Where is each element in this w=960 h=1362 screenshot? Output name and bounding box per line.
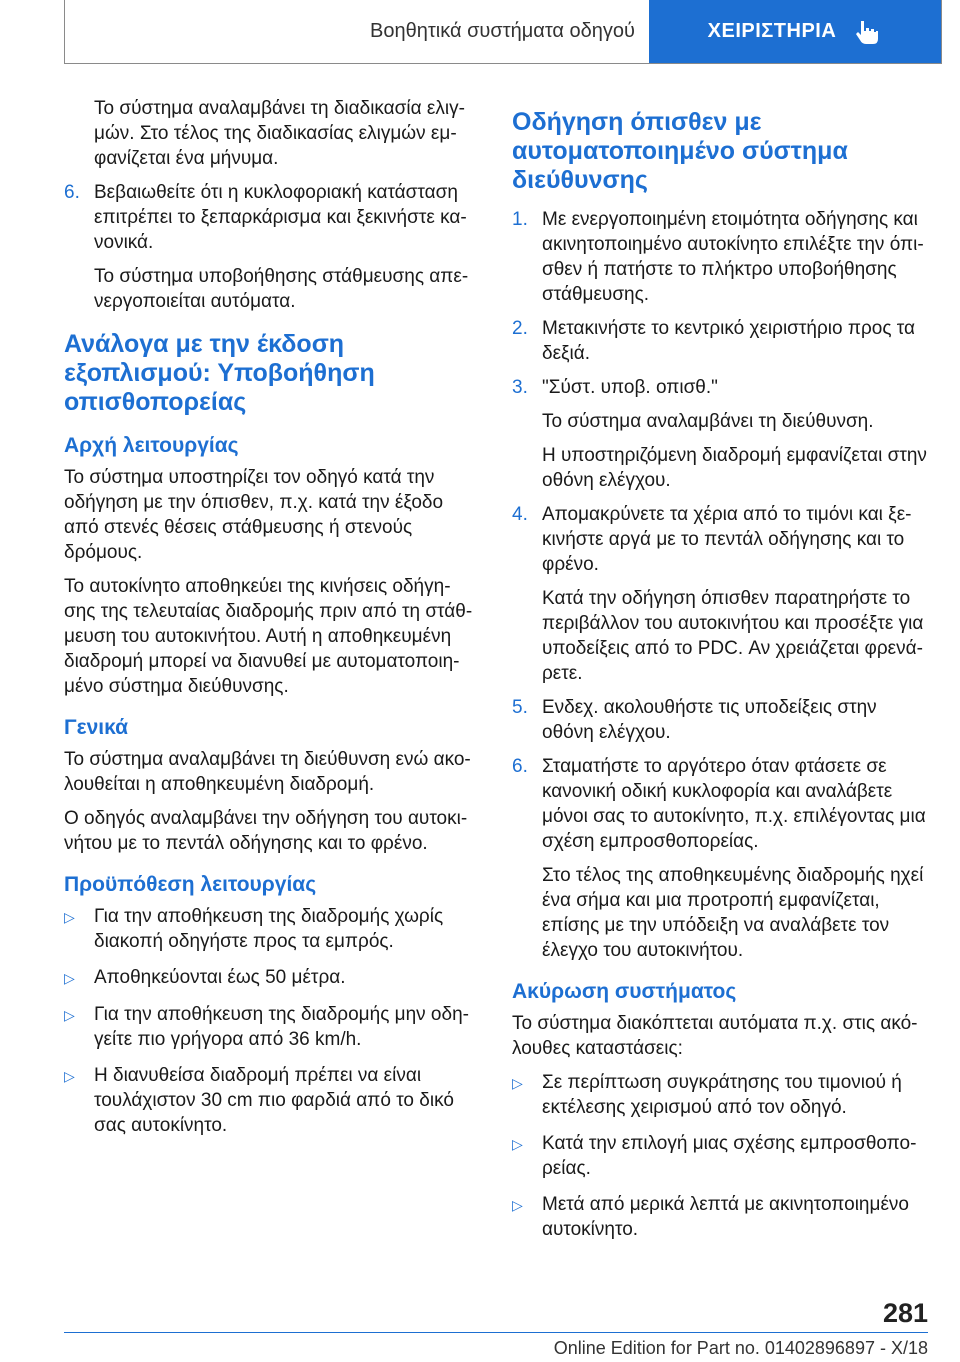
footer-divider xyxy=(64,1332,928,1333)
step-item xyxy=(512,502,928,577)
triangle-bullet-icon: ▷ xyxy=(64,970,75,986)
page-header xyxy=(64,0,942,64)
step-note: Κατά την οδήγηση όπισθεν παρατηρήστε το περιβάλλον του αυτοκινήτου και προσέξτε για υποδείξεις από το PDC. Αν χρειάζεται φρενά-ρετε. xyxy=(542,588,924,684)
edition-footer: Online Edition for Part no. 01402896897 - X/18 xyxy=(553,1338,928,1358)
triangle-bullet-icon: ▷ xyxy=(512,1136,523,1152)
step-item xyxy=(64,180,480,255)
triangle-bullet-icon: ▷ xyxy=(64,1007,75,1023)
list-item-text: Για την αποθήκευση της διαδρομής χωρίς διακοπή οδηγήστε προς τα εμπρός. xyxy=(94,906,444,952)
paragraph: Το σύστημα υποβοήθησης στάθμευσης απε-νεργοποιείται αυτόματα. xyxy=(94,266,469,312)
step-number: 2. xyxy=(512,318,528,339)
step-item xyxy=(512,754,928,854)
section-label: ΧΕΙΡΙΣΤΗΡΙΑ xyxy=(707,20,837,42)
subsection-heading: Προϋπόθεση λειτουργίας xyxy=(64,873,317,896)
chapter-title: Βοηθητικά συστήματα οδηγού xyxy=(370,20,635,42)
section-heading: Ανάλογα με την έκδοση εξοπλισμού: Υποβοήθηση οπισθοπορείας xyxy=(64,330,375,416)
section-heading: Οδήγηση όπισθεν με αυτοματοποιημένο σύστημα διεύθυνσης xyxy=(512,108,848,194)
page-number: 281 xyxy=(882,1298,928,1328)
hand-pointing-icon xyxy=(852,17,882,47)
list-item-text: Κατά την επιλογή μιας σχέσης εμπροσθοπο-ρείας. xyxy=(542,1133,917,1179)
step-number: 5. xyxy=(512,697,528,718)
step-item xyxy=(512,207,928,307)
paragraph: Το σύστημα διακόπτεται αυτόματα π.χ. στις ακό-λουθες καταστάσεις: xyxy=(512,1013,918,1059)
step-number: 6. xyxy=(64,182,80,203)
list-item xyxy=(64,1002,480,1052)
list-item-text: Αποθηκεύονται έως 50 μέτρα. xyxy=(94,967,346,988)
list-item-text: Σε περίπτωση συγκράτησης του τιμονιού ή εκτέλεσης χειρισμού από τον οδηγό. xyxy=(542,1072,902,1118)
paragraph: Ο οδηγός αναλαμβάνει την οδήγηση του αυτοκι-νήτου με το πεντάλ οδήγησης και το φρένο. xyxy=(64,808,468,854)
section-tab[interactable] xyxy=(649,0,941,63)
step-note: Το σύστημα αναλαμβάνει τη διεύθυνση. xyxy=(542,411,874,432)
step-text: Με ενεργοποιημένη ετοιμότητα οδήγησης και ακινητοποιημένο αυτοκίνητο επιλέξτε την όπι-σθεν ή πατήστε το πλήκτρο υποβοήθησης στάθμευσης. xyxy=(542,209,924,305)
step-item xyxy=(512,375,928,400)
list-item-text: Η διανυθείσα διαδρομή πρέπει να είναι τουλάχιστον 30 cm πιο φαρδιά από το δικό σας αυτοκίνητο. xyxy=(94,1065,454,1136)
paragraph: Το αυτοκίνητο αποθηκεύει της κινήσεις οδήγη-σης της τελευταίας διαδρομής πριν από τη στάθ-μευση του αυτοκινήτου. Αυτή η αποθηκευμένη διαδρομή μπορεί να διανυθεί με αυτοματοποιη-μένο σύστημα διεύθυνσης. xyxy=(64,576,473,697)
list-item xyxy=(64,1063,480,1138)
list-item-text: Μετά από μερικά λεπτά με ακινητοποιημένο αυτοκίνητο. xyxy=(542,1194,909,1240)
triangle-bullet-icon: ▷ xyxy=(512,1075,523,1091)
paragraph: Το σύστημα υποστηρίζει τον οδηγό κατά την οδήγηση με την όπισθεν, π.χ. κατά την έξοδο από στενές θέσεις στάθμευσης ή στενούς δρόμους. xyxy=(64,467,444,563)
list-item xyxy=(512,1070,928,1120)
step-text: Απομακρύνετε τα χέρια από το τιμόνι και ξε-κινήστε αργά με το πεντάλ οδήγησης και το φρένο. xyxy=(542,504,912,575)
paragraph: Το σύστημα αναλαμβάνει τη διεύθυνση ενώ ακο-λουθείται η αποθηκευμένη διαδρομή. xyxy=(64,749,471,795)
step-text: Ενδεχ. ακολουθήστε τις υποδείξεις στην οθόνη ελέγχου. xyxy=(542,697,877,743)
step-number: 1. xyxy=(512,209,528,230)
subsection-heading: Αρχή λειτουργίας xyxy=(64,434,239,457)
subsection-heading: Ακύρωση συστήματος xyxy=(512,980,737,1003)
list-item xyxy=(64,904,480,954)
paragraph: Το σύστημα αναλαμβάνει τη διαδικασία ελιγ-μών. Στο τέλος της διαδικασίας ελιγμών εμ-φανίζεται ένα μήνυμα. xyxy=(94,98,465,169)
step-text: Βεβαιωθείτε ότι η κυκλοφοριακή κατάσταση επιτρέπει το ξεπαρκάρισμα και ξεκινήστε κα-νονικά. xyxy=(94,182,467,253)
list-item xyxy=(512,1192,928,1242)
step-text: Μετακινήστε το κεντρικό χειριστήριο προς τα δεξιά. xyxy=(542,318,915,364)
step-number: 4. xyxy=(512,504,528,525)
step-number: 6. xyxy=(512,756,528,777)
step-note: Η υποστηριζόμενη διαδρομή εμφανίζεται στην οθόνη ελέγχου. xyxy=(542,445,927,491)
triangle-bullet-icon: ▷ xyxy=(64,1068,75,1084)
subsection-heading: Γενικά xyxy=(64,716,129,739)
right-column xyxy=(512,96,928,1253)
step-item xyxy=(512,316,928,366)
triangle-bullet-icon: ▷ xyxy=(64,909,75,925)
list-item-text: Για την αποθήκευση της διαδρομής μην οδη-γείτε πιο γρήγορα από 36 km/h. xyxy=(94,1004,469,1050)
left-column xyxy=(64,96,480,1149)
step-text: Σταματήστε το αργότερο όταν φτάσετε σε κανονική οδική κυκλοφορία και αναλάβετε μόνοι σας το αυτοκίνητο, π.χ. επιλέγοντας μια σχέση εμπροσθοπορείας. xyxy=(542,756,926,852)
list-item xyxy=(512,1131,928,1181)
step-item xyxy=(512,695,928,745)
step-number: 3. xyxy=(512,377,528,398)
list-item xyxy=(64,965,480,991)
step-text: "Σύστ. υποβ. οπισθ." xyxy=(542,377,718,398)
triangle-bullet-icon: ▷ xyxy=(512,1197,523,1213)
step-note: Στο τέλος της αποθηκευμένης διαδρομής ηχεί ένα σήμα και μια προτροπή εμφανίζεται, επίσης με την υπόδειξη να αναλάβετε τον έλεγχο του αυτοκινήτου. xyxy=(542,865,924,961)
